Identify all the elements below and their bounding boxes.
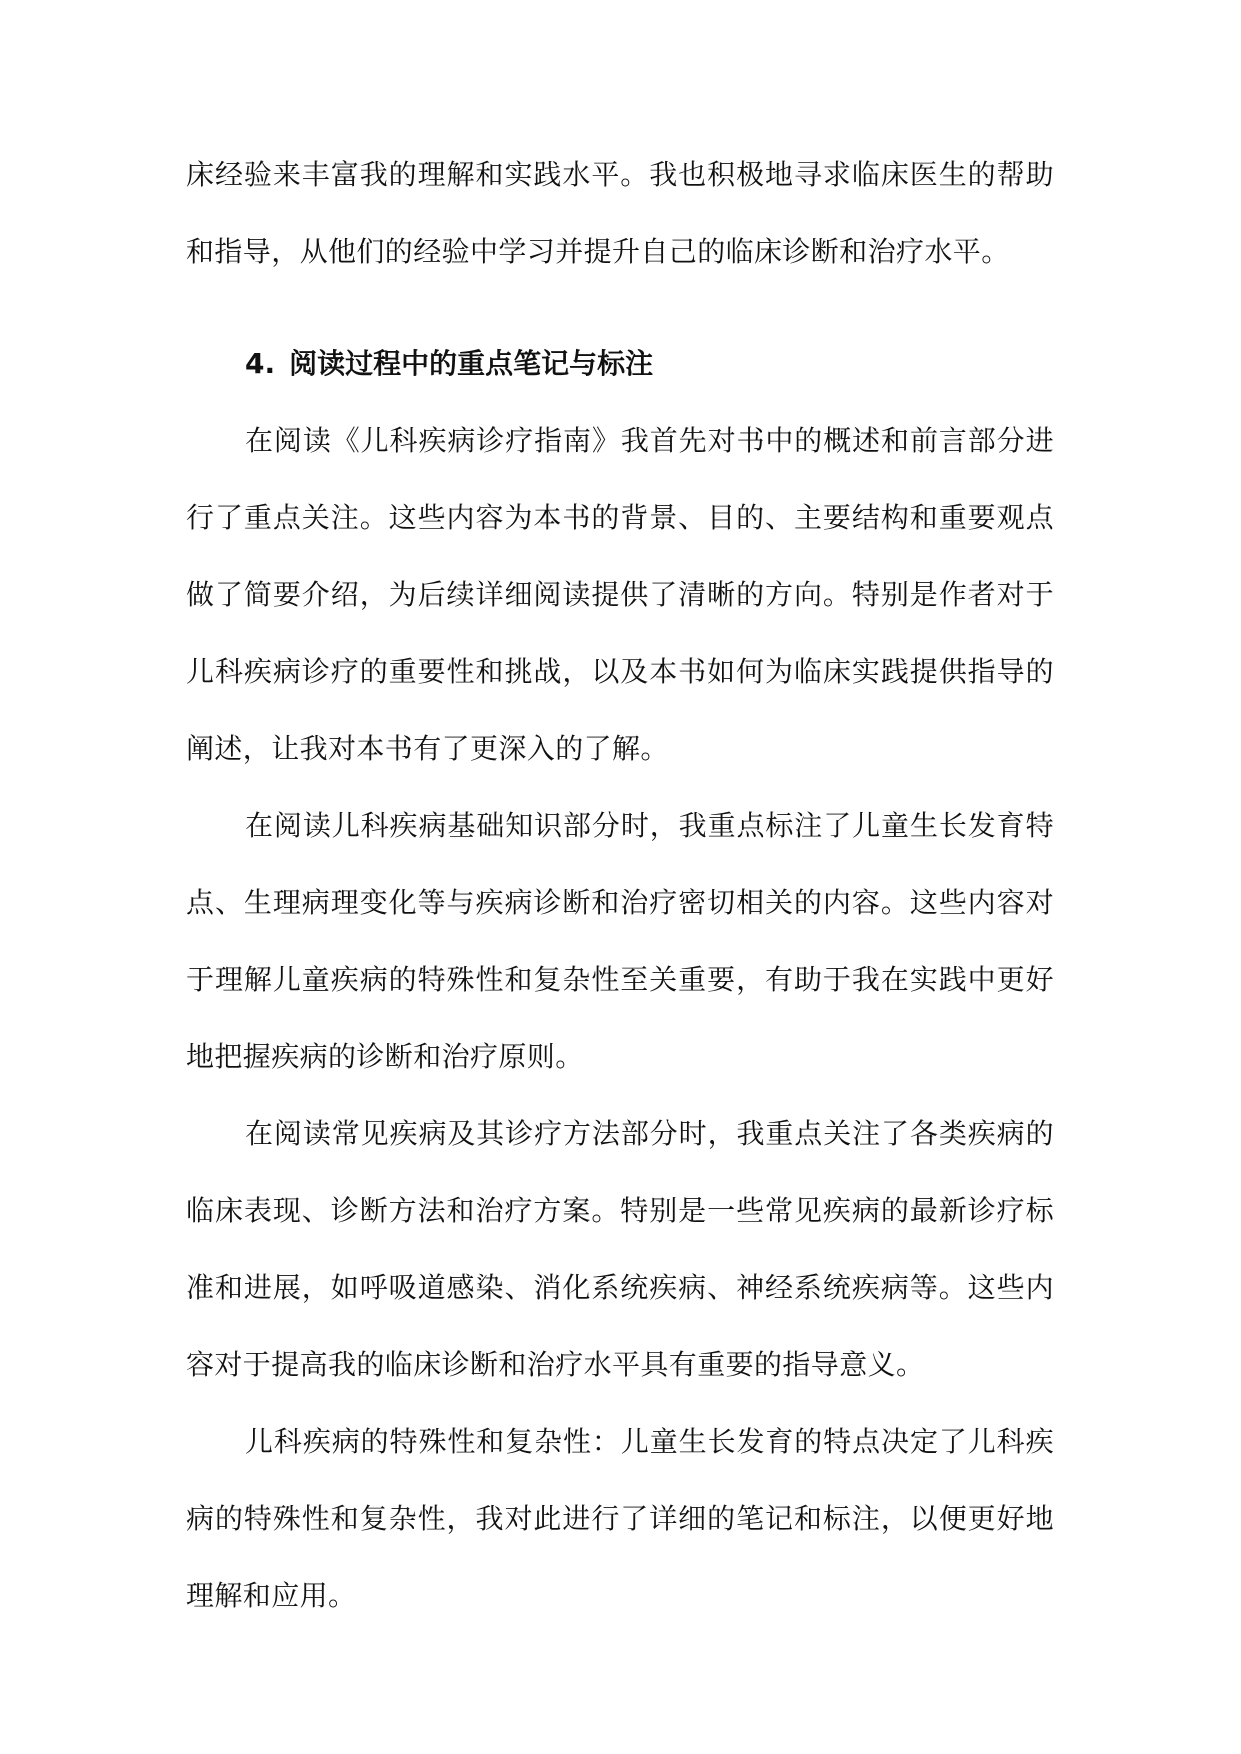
section-heading <box>186 325 1054 402</box>
section-number: 4. <box>245 347 276 380</box>
section-title: 阅读过程中的重点笔记与标注 <box>289 347 654 380</box>
document-body <box>186 136 1054 1634</box>
paragraph-special-complexity: 儿科疾病的特殊性和复杂性：儿童生长发育的特点决定了儿科疾病的特殊性和复杂性，我对此进行了详细的笔记和标注，以便更好地理解和应用。 <box>186 1425 1054 1612</box>
continued-paragraph: 床经验来丰富我的理解和实践水平。我也积极地寻求临床医生的帮助和指导，从他们的经验中学习并提升自己的临床诊断和治疗水平。 <box>186 158 1054 268</box>
paragraph-overview: 在阅读《儿科疾病诊疗指南》我首先对书中的概述和前言部分进行了重点关注。这些内容为本书的背景、目的、主要结构和重要观点做了简要介绍，为后续详细阅读提供了清晰的方向。特别是作者对于儿科疾病诊疗的重要性和挑战，以及本书如何为临床实践提供指导的阐述，让我对本书有了更深入的了解。 <box>186 424 1054 765</box>
paragraph-common-diseases: 在阅读常见疾病及其诊疗方法部分时，我重点关注了各类疾病的临床表现、诊断方法和治疗方案。特别是一些常见疾病的最新诊疗标准和进展，如呼吸道感染、消化系统疾病、神经系统疾病等。这些内容对于提高我的临床诊断和治疗水平具有重要的指导意义。 <box>186 1117 1054 1381</box>
paragraph-basics: 在阅读儿科疾病基础知识部分时，我重点标注了儿童生长发育特点、生理病理变化等与疾病诊断和治疗密切相关的内容。这些内容对于理解儿童疾病的特殊性和复杂性至关重要，有助于我在实践中更好地把握疾病的诊断和治疗原则。 <box>186 809 1054 1073</box>
